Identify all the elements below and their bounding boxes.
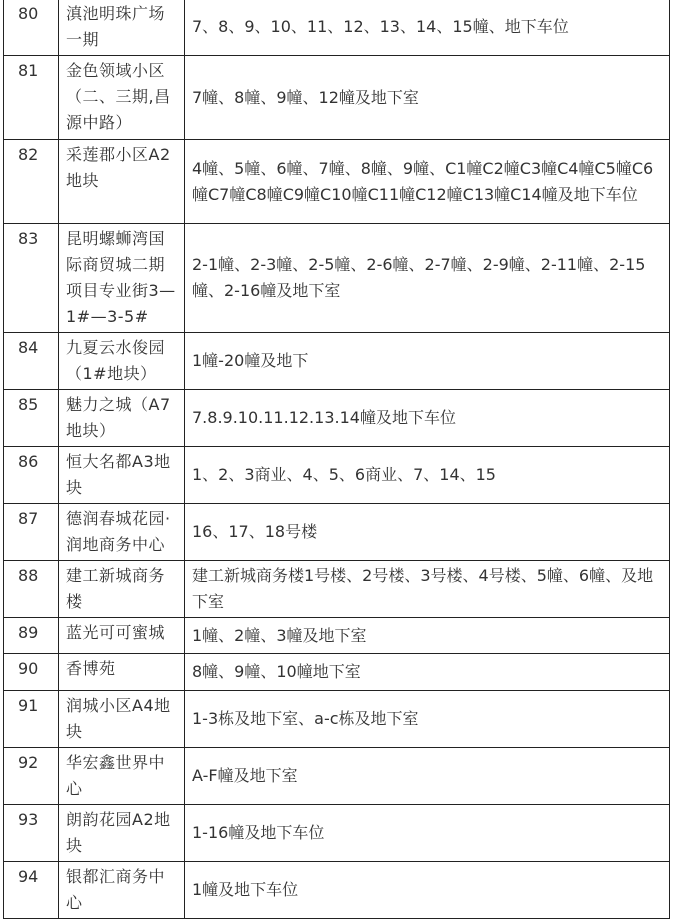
- row-number: 94: [4, 862, 59, 919]
- project-name: 朗韵花园A2地块: [59, 805, 185, 862]
- table-row: [4, 390, 670, 447]
- row-number: 87: [4, 504, 59, 561]
- building-list: A-F幢及地下室: [185, 748, 670, 805]
- building-list: 4幢、5幢、6幢、7幢、8幢、9幢、C1幢C2幢C3幢C4幢C5幢C6幢C7幢C8幢C9幢C10幢C11幢C12幢C13幢C14幢及地下车位: [185, 140, 670, 224]
- building-list: 1幢、2幢、3幢及地下室: [185, 618, 670, 654]
- project-name: 昆明螺蛳湾国际商贸城二期项目专业街3—1#—3-5#: [59, 224, 185, 333]
- table-row: [4, 561, 670, 618]
- table-row: [4, 224, 670, 333]
- project-name: 蓝光可可蜜城: [59, 618, 185, 654]
- project-name: 润城小区A4地块: [59, 691, 185, 748]
- row-number: 90: [4, 654, 59, 691]
- row-number: 82: [4, 140, 59, 224]
- project-name: 华宏鑫世界中心: [59, 748, 185, 805]
- project-name: 建工新城商务楼: [59, 561, 185, 618]
- building-list: 1-16幢及地下车位: [185, 805, 670, 862]
- project-name: 滇池明珠广场一期: [59, 0, 185, 56]
- row-number: 86: [4, 447, 59, 504]
- building-list: 1-3栋及地下室、a-c栋及地下室: [185, 691, 670, 748]
- table-row: [4, 691, 670, 748]
- row-number: 85: [4, 390, 59, 447]
- building-list: 2-1幢、2-3幢、2-5幢、2-6幢、2-7幢、2-9幢、2-11幢、2-15幢、2-16幢及地下室: [185, 224, 670, 333]
- building-list: 16、17、18号楼: [185, 504, 670, 561]
- table-row: [4, 0, 670, 56]
- table-row: [4, 504, 670, 561]
- table-row: [4, 56, 670, 140]
- row-number: 83: [4, 224, 59, 333]
- project-name: 银都汇商务中心: [59, 862, 185, 919]
- row-number: 92: [4, 748, 59, 805]
- project-name: 香博苑: [59, 654, 185, 691]
- project-name: 魅力之城（A7地块）: [59, 390, 185, 447]
- table-row: [4, 618, 670, 654]
- row-number: 84: [4, 333, 59, 390]
- row-number: 80: [4, 0, 59, 56]
- row-number: 93: [4, 805, 59, 862]
- project-name: 金色领域小区（二、三期,昌源中路）: [59, 56, 185, 140]
- table-row: [4, 862, 670, 919]
- building-list: 7幢、8幢、9幢、12幢及地下室: [185, 56, 670, 140]
- building-list: 8幢、9幢、10幢地下室: [185, 654, 670, 691]
- building-list: 7.8.9.10.11.12.13.14幢及地下车位: [185, 390, 670, 447]
- table-row: [4, 805, 670, 862]
- building-list: 1、2、3商业、4、5、6商业、7、14、15: [185, 447, 670, 504]
- project-name: 采莲郡小区A2地块: [59, 140, 185, 224]
- building-list: 1幢及地下车位: [185, 862, 670, 919]
- row-number: 88: [4, 561, 59, 618]
- project-table: [3, 0, 670, 919]
- table-row: [4, 333, 670, 390]
- building-list: 建工新城商务楼1号楼、2号楼、3号楼、4号楼、5幢、6幢、及地下室: [185, 561, 670, 618]
- building-list: 7、8、9、10、11、12、13、14、15幢、地下车位: [185, 0, 670, 56]
- project-name: 德润春城花园·润地商务中心: [59, 504, 185, 561]
- building-list: 1幢-20幢及地下: [185, 333, 670, 390]
- table-row: [4, 140, 670, 224]
- project-name: 恒大名都A3地块: [59, 447, 185, 504]
- row-number: 89: [4, 618, 59, 654]
- table-row: [4, 654, 670, 691]
- table-row: [4, 447, 670, 504]
- row-number: 81: [4, 56, 59, 140]
- project-table-container: [3, 0, 670, 919]
- row-number: 91: [4, 691, 59, 748]
- table-row: [4, 748, 670, 805]
- project-name: 九夏云水俊园（1#地块）: [59, 333, 185, 390]
